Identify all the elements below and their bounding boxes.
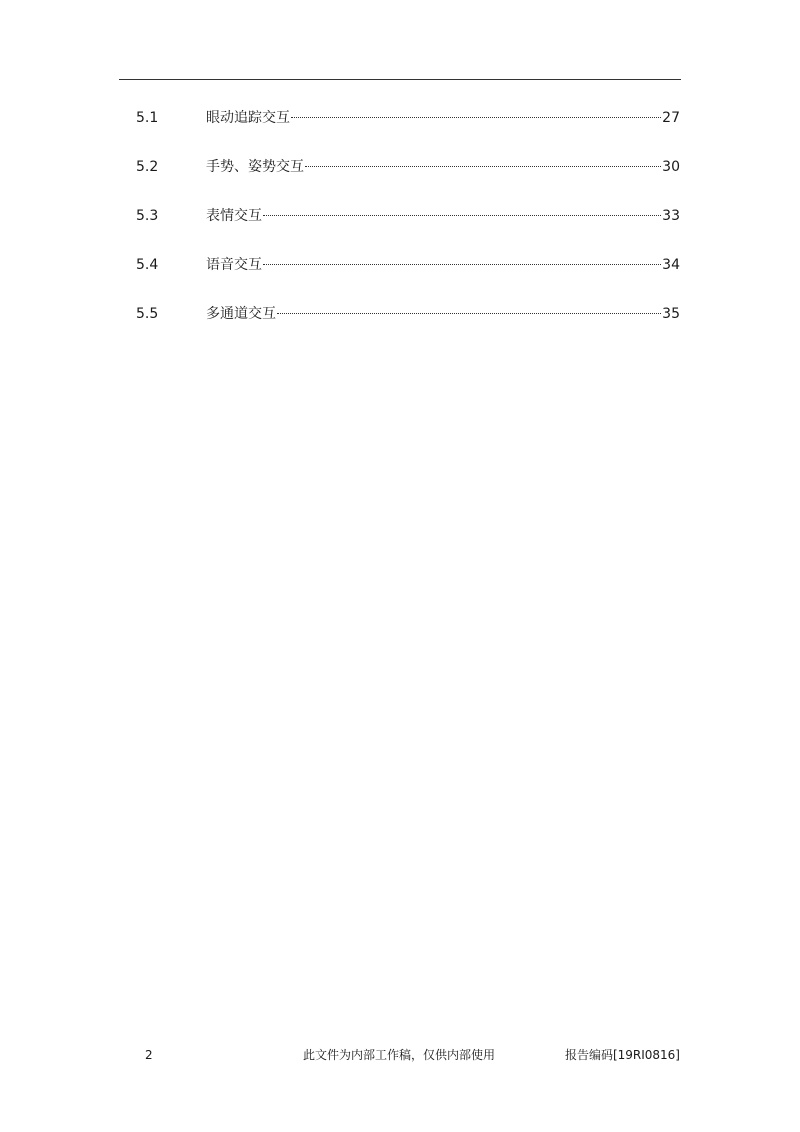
toc-entry-page: 35	[662, 306, 680, 322]
toc-entry-page: 33	[662, 208, 680, 224]
toc-entry-page: 30	[662, 159, 680, 175]
toc-entry-5-2[interactable]	[136, 155, 680, 204]
toc-dot-leader	[277, 313, 661, 314]
toc-entry-5-5[interactable]	[136, 302, 680, 351]
toc-entry-number: 5.5	[136, 306, 159, 322]
toc-entry-5-1[interactable]	[136, 106, 680, 155]
footer-confidential-notice: 此文件为内部工作稿，仅供内部使用	[303, 1048, 496, 1062]
toc-entry-title: 表情交互	[206, 208, 262, 224]
header-rule	[119, 79, 681, 80]
toc-entry-title: 多通道交互	[206, 306, 276, 322]
toc-entry-5-3[interactable]	[136, 204, 680, 253]
toc-dot-leader	[305, 166, 661, 167]
toc-entry-number: 5.4	[136, 257, 159, 273]
toc-entry-page: 27	[662, 110, 680, 126]
toc-dot-leader	[263, 264, 661, 265]
footer-page-number: 2	[145, 1048, 153, 1062]
table-of-contents	[136, 106, 680, 351]
toc-entry-number: 5.1	[136, 110, 159, 126]
toc-entry-page: 34	[662, 257, 680, 273]
toc-dot-leader	[291, 117, 661, 118]
footer-report-code: 报告编码[19RI0816]	[564, 1048, 680, 1062]
toc-dot-leader	[263, 215, 661, 216]
toc-entry-title: 语音交互	[206, 257, 262, 273]
toc-entry-5-4[interactable]	[136, 253, 680, 302]
toc-entry-title: 手势、姿势交互	[206, 159, 304, 175]
toc-entry-title: 眼动追踪交互	[206, 110, 290, 126]
toc-entry-number: 5.2	[136, 159, 159, 175]
toc-entry-number: 5.3	[136, 208, 159, 224]
